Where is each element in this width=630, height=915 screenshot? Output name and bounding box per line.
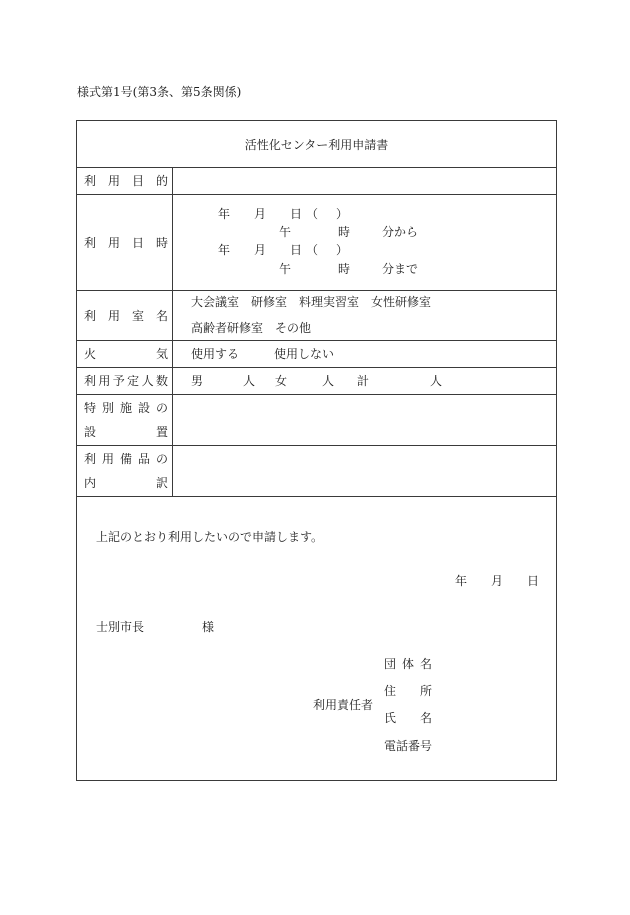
responsible-party-label: 利用責任者 [313, 698, 374, 712]
start-hour-unit: 時 [338, 225, 351, 239]
room-options-line-2 [191, 321, 311, 335]
datetime-row [77, 195, 556, 291]
rooms-label: 利 用 室 名 [84, 308, 168, 323]
end-weekday-open-paren: （ [306, 243, 319, 257]
room-option: 大会議室 [191, 295, 240, 309]
female-unit: 人 [322, 374, 335, 388]
end-hour-unit: 時 [338, 262, 351, 276]
datetime-label-cell [77, 195, 173, 290]
end-minute-suffix: 分まで [382, 262, 419, 276]
end-meridiem-unit: 午 [279, 262, 292, 276]
equipment-label-line-1: 利 用 備 品 の [84, 452, 168, 466]
start-weekday-close-paren: ） [336, 207, 349, 221]
special-facilities-value-cell [173, 395, 556, 445]
male-unit: 人 [243, 374, 256, 388]
form-number: 様式第1号(第3条、第5条関係) [77, 85, 242, 99]
equipment-label-line-2: 内 訳 [84, 476, 168, 490]
addressee: 士別市長 [96, 620, 145, 634]
total-unit: 人 [430, 374, 443, 388]
attendees-value-cell [173, 368, 556, 394]
room-option: その他 [275, 321, 312, 335]
start-weekday-open-paren: （ [306, 207, 319, 221]
fire-value-cell [173, 341, 556, 367]
start-month-unit: 月 [254, 207, 267, 221]
application-month-unit: 月 [491, 574, 504, 588]
purpose-value-cell [173, 168, 556, 194]
start-year-unit: 年 [218, 207, 231, 221]
room-option: 高齢者研修室 [191, 321, 264, 335]
name-label: 氏 名 [384, 711, 432, 725]
equipment-row [77, 446, 556, 497]
fire-option-no-use: 使用しない [274, 347, 335, 361]
application-year-unit: 年 [455, 574, 468, 588]
special-facilities-row [77, 395, 556, 446]
application-day-unit: 日 [527, 574, 540, 588]
fire-row [77, 341, 556, 368]
honorific: 様 [202, 620, 215, 634]
application-form-table [76, 120, 557, 781]
phone-number-label: 電 話 番 号 [384, 739, 433, 753]
end-month-unit: 月 [254, 243, 267, 257]
purpose-row [77, 168, 556, 195]
start-minute-suffix: 分から [382, 225, 419, 239]
female-label: 女 [275, 374, 288, 388]
attendees-row [77, 368, 556, 395]
declaration-section [77, 497, 556, 780]
rooms-label-cell [77, 291, 173, 340]
equipment-label-cell [77, 446, 173, 496]
room-option: 女性研修室 [371, 295, 432, 309]
form-title: 活性化センター利用申請書 [244, 137, 389, 152]
declaration-statement: 上記のとおり利用したいので申請します。 [96, 530, 324, 544]
end-weekday-close-paren: ） [336, 243, 349, 257]
room-option: 料理実習室 [299, 295, 360, 309]
fire-label-cell [77, 341, 173, 367]
rooms-row [77, 291, 556, 341]
attendees-label: 利 用 予 定 人 数 [84, 374, 168, 388]
male-label: 男 [191, 374, 204, 388]
fire-option-use: 使用する [191, 347, 240, 361]
datetime-value-cell [173, 195, 556, 290]
end-day-unit: 日 [290, 243, 303, 257]
organization-name-label: 団 体 名 [384, 657, 432, 671]
start-day-unit: 日 [290, 207, 303, 221]
start-meridiem-unit: 午 [279, 225, 292, 239]
form-title-row [77, 121, 556, 168]
address-label: 住 所 [384, 684, 432, 698]
special-facilities-label-cell [77, 395, 173, 445]
attendees-label-cell [77, 368, 173, 394]
special-facilities-label-line-1: 特 別 施 設 の [84, 401, 168, 415]
equipment-value-cell [173, 446, 556, 496]
fire-label: 火 気 [84, 347, 168, 361]
rooms-value-cell [173, 291, 556, 340]
purpose-label: 利 用 目 的 [84, 174, 168, 188]
special-facilities-label-line-2: 設 置 [84, 425, 168, 439]
purpose-label-cell [77, 168, 173, 194]
room-options-line-1 [191, 295, 431, 309]
datetime-label: 利 用 日 時 [84, 235, 168, 250]
room-option: 研修室 [251, 295, 288, 309]
end-year-unit: 年 [218, 243, 231, 257]
total-label: 計 [357, 374, 370, 388]
